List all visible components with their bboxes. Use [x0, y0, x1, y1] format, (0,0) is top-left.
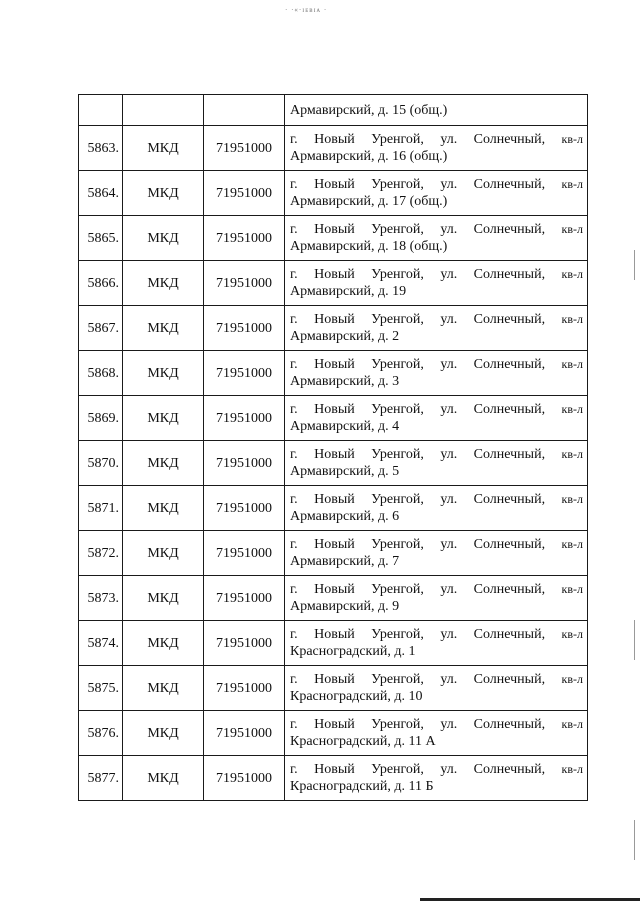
address-word: г. [290, 132, 298, 147]
address-word: кв-л [561, 357, 583, 371]
address-line-2: Армавирский, д. 6 [290, 509, 400, 524]
cell-address [285, 756, 588, 801]
cell-address [285, 216, 588, 261]
address-line-2: Армавирский, д. 19 [290, 284, 407, 299]
scan-edge-mark [634, 250, 635, 280]
address-word: ул. [440, 132, 458, 147]
address-word: Уренгой, [371, 222, 424, 237]
address-word: Новый [314, 627, 355, 642]
address-word: Уренгой, [371, 717, 424, 732]
address-line-1 [290, 266, 583, 283]
address-line-2: Армавирский, д. 18 (общ.) [290, 239, 448, 254]
address-word: Солнечный, [473, 537, 546, 552]
address-word: Уренгой, [371, 762, 424, 777]
cell-number: 5873. [79, 576, 123, 621]
address-word: ул. [440, 357, 458, 372]
address-word: г. [290, 717, 298, 732]
cell-oktmo-code: 71951000 [204, 711, 285, 756]
cell-type: МКД [123, 621, 204, 666]
address-word: Новый [314, 267, 355, 282]
address-word: кв-л [561, 717, 583, 731]
address-word: ул. [440, 222, 458, 237]
cell-address [285, 126, 588, 171]
address-word: г. [290, 672, 298, 687]
cell-number: 5867. [79, 306, 123, 351]
address-word: г. [290, 312, 298, 327]
cell-type [123, 95, 204, 126]
address-word: ул. [440, 627, 458, 642]
scan-edge-mark [634, 820, 635, 860]
cell-address [285, 261, 588, 306]
cell-oktmo-code: 71951000 [204, 756, 285, 801]
address-line-1 [290, 536, 583, 553]
address-word: г. [290, 762, 298, 777]
address-line-2: Армавирский, д. 15 (общ.) [290, 102, 448, 118]
address-line-1 [290, 761, 583, 778]
address-word: г. [290, 627, 298, 642]
cell-address [285, 711, 588, 756]
address-word: Солнечный, [473, 492, 546, 507]
cell-address [285, 666, 588, 711]
address-word: ул. [440, 312, 458, 327]
cell-oktmo-code: 71951000 [204, 621, 285, 666]
cell-number: 5865. [79, 216, 123, 261]
cell-number: 5872. [79, 531, 123, 576]
address-word: кв-л [561, 447, 583, 461]
address-word: кв-л [561, 582, 583, 596]
table-row [79, 261, 588, 306]
address-line-1 [290, 716, 583, 733]
cell-type: МКД [123, 216, 204, 261]
address-line-2: Красноградский, д. 1 [290, 644, 416, 659]
cell-number: 5877. [79, 756, 123, 801]
address-line-1 [290, 176, 583, 193]
cell-address [285, 306, 588, 351]
address-word: кв-л [561, 132, 583, 146]
address-line-1 [290, 356, 583, 373]
address-line-2: Красноградский, д. 11 Б [290, 779, 434, 794]
address-word: г. [290, 492, 298, 507]
address-line-1 [290, 311, 583, 328]
address-line-1 [290, 446, 583, 463]
cell-type: МКД [123, 576, 204, 621]
table-row [79, 396, 588, 441]
address-word: ул. [440, 717, 458, 732]
address-word: Новый [314, 177, 355, 192]
table-row [79, 486, 588, 531]
address-word: Уренгой, [371, 402, 424, 417]
cell-number: 5866. [79, 261, 123, 306]
address-word: Солнечный, [473, 132, 546, 147]
cell-type: МКД [123, 126, 204, 171]
table-row [79, 171, 588, 216]
cell-oktmo-code: 71951000 [204, 441, 285, 486]
cell-address [285, 531, 588, 576]
cell-oktmo-code: 71951000 [204, 126, 285, 171]
address-word: ул. [440, 492, 458, 507]
cell-oktmo-code: 71951000 [204, 261, 285, 306]
address-word: Уренгой, [371, 582, 424, 597]
cell-address [285, 396, 588, 441]
cell-number: 5869. [79, 396, 123, 441]
address-line-1 [290, 626, 583, 643]
address-line-2: Армавирский, д. 16 (общ.) [290, 149, 448, 164]
address-line-2: Армавирский, д. 17 (общ.) [290, 194, 448, 209]
address-word: Уренгой, [371, 627, 424, 642]
address-word: кв-л [561, 177, 583, 191]
address-line-2: Армавирский, д. 3 [290, 374, 400, 389]
address-line-2: Армавирский, д. 4 [290, 419, 400, 434]
cell-oktmo-code: 71951000 [204, 666, 285, 711]
cell-number: 5871. [79, 486, 123, 531]
address-word: Новый [314, 402, 355, 417]
address-word: г. [290, 582, 298, 597]
cell-type: МКД [123, 306, 204, 351]
cell-oktmo-code [204, 95, 285, 126]
address-word: Уренгой, [371, 177, 424, 192]
address-word: Уренгой, [371, 537, 424, 552]
table-row [79, 531, 588, 576]
address-word: Солнечный, [473, 402, 546, 417]
address-line-1 [290, 671, 583, 688]
cell-oktmo-code: 71951000 [204, 576, 285, 621]
cell-type: МКД [123, 396, 204, 441]
cell-address [285, 576, 588, 621]
address-word: Солнечный, [473, 267, 546, 282]
address-word: кв-л [561, 492, 583, 506]
table-row [79, 621, 588, 666]
address-word: Уренгой, [371, 672, 424, 687]
address-word: Новый [314, 222, 355, 237]
scan-header-mark: · ·«·ɪᴇʙɪᴀ · [285, 6, 328, 14]
cell-oktmo-code: 71951000 [204, 486, 285, 531]
address-line-1 [290, 131, 583, 148]
cell-address [285, 171, 588, 216]
cell-oktmo-code: 71951000 [204, 306, 285, 351]
address-line-1 [290, 491, 583, 508]
table-body [79, 95, 588, 801]
address-word: Уренгой, [371, 357, 424, 372]
address-word: ул. [440, 582, 458, 597]
address-word: Новый [314, 312, 355, 327]
address-line-2: Красноградский, д. 11 А [290, 734, 436, 749]
cell-oktmo-code: 71951000 [204, 351, 285, 396]
address-line-2: Красноградский, д. 10 [290, 689, 423, 704]
address-word: г. [290, 447, 298, 462]
address-word: ул. [440, 447, 458, 462]
address-word: кв-л [561, 672, 583, 686]
cell-number: 5868. [79, 351, 123, 396]
scan-edge-mark [634, 620, 635, 660]
address-word: Солнечный, [473, 672, 546, 687]
address-word: г. [290, 357, 298, 372]
address-line-1 [290, 401, 583, 418]
address-word: кв-л [561, 402, 583, 416]
cell-type: МКД [123, 261, 204, 306]
cell-number: 5863. [79, 126, 123, 171]
address-word: ул. [440, 267, 458, 282]
address-word: Новый [314, 447, 355, 462]
cell-type: МКД [123, 711, 204, 756]
table-row [79, 756, 588, 801]
address-line-2: Армавирский, д. 5 [290, 464, 400, 479]
address-word: ул. [440, 762, 458, 777]
housing-registry-table [78, 94, 588, 801]
address-word: Новый [314, 537, 355, 552]
address-word: Уренгой, [371, 312, 424, 327]
address-word: Уренгой, [371, 267, 424, 282]
cell-type: МКД [123, 351, 204, 396]
address-word: Солнечный, [473, 582, 546, 597]
address-word: кв-л [561, 267, 583, 281]
address-word: кв-л [561, 312, 583, 326]
table-row-continuation [79, 95, 588, 126]
cell-number: 5874. [79, 621, 123, 666]
cell-type: МКД [123, 531, 204, 576]
address-word: Солнечный, [473, 762, 546, 777]
address-line-2: Армавирский, д. 7 [290, 554, 400, 569]
address-word: ул. [440, 537, 458, 552]
cell-number: 5876. [79, 711, 123, 756]
address-word: Солнечный, [473, 357, 546, 372]
address-word: Новый [314, 762, 355, 777]
cell-type: МКД [123, 666, 204, 711]
cell-oktmo-code: 71951000 [204, 396, 285, 441]
table-row [79, 711, 588, 756]
address-word: г. [290, 402, 298, 417]
address-word: г. [290, 267, 298, 282]
cell-address [285, 621, 588, 666]
table-row [79, 576, 588, 621]
address-word: ул. [440, 177, 458, 192]
cell-address [285, 486, 588, 531]
table-row [79, 126, 588, 171]
address-word: Солнечный, [473, 717, 546, 732]
address-word: Новый [314, 582, 355, 597]
address-word: кв-л [561, 537, 583, 551]
cell-oktmo-code: 71951000 [204, 531, 285, 576]
address-word: г. [290, 177, 298, 192]
address-word: кв-л [561, 627, 583, 641]
address-word: Новый [314, 717, 355, 732]
scan-footer-rule [420, 898, 640, 901]
address-word: Новый [314, 132, 355, 147]
address-word: Солнечный, [473, 177, 546, 192]
table-row [79, 306, 588, 351]
address-word: Солнечный, [473, 627, 546, 642]
address-word: кв-л [561, 222, 583, 236]
cell-address [285, 351, 588, 396]
cell-type: МКД [123, 486, 204, 531]
address-word: Уренгой, [371, 132, 424, 147]
address-word: Уренгой, [371, 492, 424, 507]
address-word: ул. [440, 402, 458, 417]
cell-address [285, 441, 588, 486]
address-line-1 [290, 221, 583, 238]
address-word: Солнечный, [473, 222, 546, 237]
table-row [79, 666, 588, 711]
address-word: Солнечный, [473, 312, 546, 327]
address-line-2: Армавирский, д. 9 [290, 599, 400, 614]
address-word: г. [290, 537, 298, 552]
cell-number [79, 95, 123, 126]
address-word: кв-л [561, 762, 583, 776]
address-word: г. [290, 222, 298, 237]
cell-type: МКД [123, 441, 204, 486]
address-line-1 [290, 581, 583, 598]
table-row [79, 351, 588, 396]
table-row [79, 216, 588, 261]
address-line-2: Армавирский, д. 2 [290, 329, 400, 344]
address-word: Новый [314, 492, 355, 507]
cell-type: МКД [123, 171, 204, 216]
cell-oktmo-code: 71951000 [204, 171, 285, 216]
address-word: Новый [314, 672, 355, 687]
cell-oktmo-code: 71951000 [204, 216, 285, 261]
address-word: ул. [440, 672, 458, 687]
table-row [79, 441, 588, 486]
cell-address [285, 95, 588, 126]
cell-number: 5875. [79, 666, 123, 711]
cell-number: 5870. [79, 441, 123, 486]
address-word: Уренгой, [371, 447, 424, 462]
cell-number: 5864. [79, 171, 123, 216]
cell-type: МКД [123, 756, 204, 801]
address-word: Солнечный, [473, 447, 546, 462]
address-word: Новый [314, 357, 355, 372]
